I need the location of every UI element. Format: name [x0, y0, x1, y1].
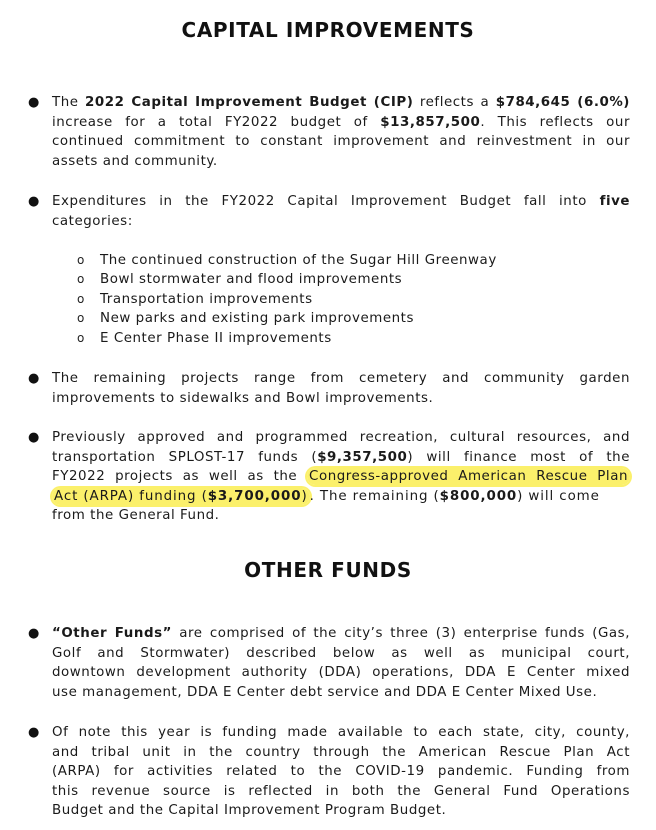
text-line: downtown development authority (DDA) operations, DDA E Center mixed	[52, 665, 630, 681]
text-line: transportation SPLOST-17 funds ($9,357,500) will finance most of the	[52, 449, 631, 465]
text-line: (ARPA) for activities related to the COVID-19 pandemic. Funding from	[52, 764, 630, 780]
circle-bullet-icon: o	[77, 253, 85, 267]
circle-bullet-icon: o	[77, 272, 85, 286]
paragraph-other-funds	[52, 624, 630, 702]
text-line: use management, DDA E Center debt service and DDA E Center Mixed Use.	[52, 684, 598, 700]
paragraph-remaining-projects	[52, 369, 630, 408]
text-line: from the General Fund.	[52, 508, 220, 524]
text-line: Act (ARPA) funding ($3,700,000) . The remaining ($800,000) will come	[54, 488, 600, 504]
text-line: assets and community.	[52, 153, 218, 169]
text-line: Of note this year is funding made available to each state, city, county,	[52, 725, 630, 740]
text-line: FY2022 projects as well as the Congress-approved American Rescue Plan	[52, 469, 628, 485]
text-line: Expenditures in the FY2022 Capital Improvement Budget fall into five	[52, 194, 630, 209]
circle-bullet-icon: o	[77, 311, 85, 325]
paragraph-cip-summary	[52, 93, 630, 171]
list-item: Bowl stormwater and flood improvements	[100, 272, 403, 287]
text-line: The remaining projects range from cemetery and community garden	[52, 371, 630, 386]
text-line: Previously approved and programmed recreation, cultural resources, and	[52, 430, 630, 445]
text-line: improvements to sidewalks and Bowl improvements.	[52, 390, 434, 406]
list-item: The continued construction of the Sugar Hill Greenway	[100, 253, 497, 268]
bullet-icon: ●	[28, 194, 40, 209]
text-line: Golf and Stormwater) described below as well as municipal court,	[52, 645, 630, 661]
bullet-icon: ●	[28, 95, 40, 110]
text-line: categories:	[52, 213, 133, 229]
circle-bullet-icon: o	[77, 292, 85, 306]
text-line: increase for a total FY2022 budget of $13,857,500. This reflects our	[52, 114, 630, 130]
other-funds-heading: OTHER FUNDS	[244, 558, 412, 582]
list-item: New parks and existing park improvements	[100, 311, 414, 326]
circle-bullet-icon: o	[77, 331, 85, 345]
list-item: Transportation improvements	[100, 292, 313, 307]
text-line: continued commitment to constant improvement and reinvestment in our	[52, 134, 630, 150]
paragraph-funding-sources	[52, 428, 630, 526]
arpa-highlight: Congress-approved American Rescue Plan	[309, 469, 628, 485]
text-line: this revenue source is reflected in both the General Fund Operations	[52, 783, 630, 799]
paragraph-arpa-note	[52, 723, 630, 821]
bullet-icon: ●	[28, 725, 40, 740]
bullet-icon: ●	[28, 371, 40, 386]
list-item: E Center Phase II improvements	[100, 331, 332, 346]
bullet-icon: ●	[28, 430, 40, 445]
arpa-highlight: Act (ARPA) funding ($3,700,000)	[54, 488, 308, 504]
text-line: and tribal unit in the country through the American Rescue Plan Act	[52, 744, 630, 760]
bullet-icon: ●	[28, 626, 40, 641]
text-line: The 2022 Capital Improvement Budget (CIP) reflects a $784,645 (6.0%)	[52, 95, 630, 110]
capital-improvements-heading: CAPITAL IMPROVEMENTS	[181, 18, 475, 42]
text-line: Budget and the Capital Improvement Program Budget.	[52, 803, 447, 819]
text-line: “Other Funds” are comprised of the city’s three (3) enterprise funds (Gas,	[52, 626, 630, 641]
paragraph-expenditures	[52, 192, 630, 231]
